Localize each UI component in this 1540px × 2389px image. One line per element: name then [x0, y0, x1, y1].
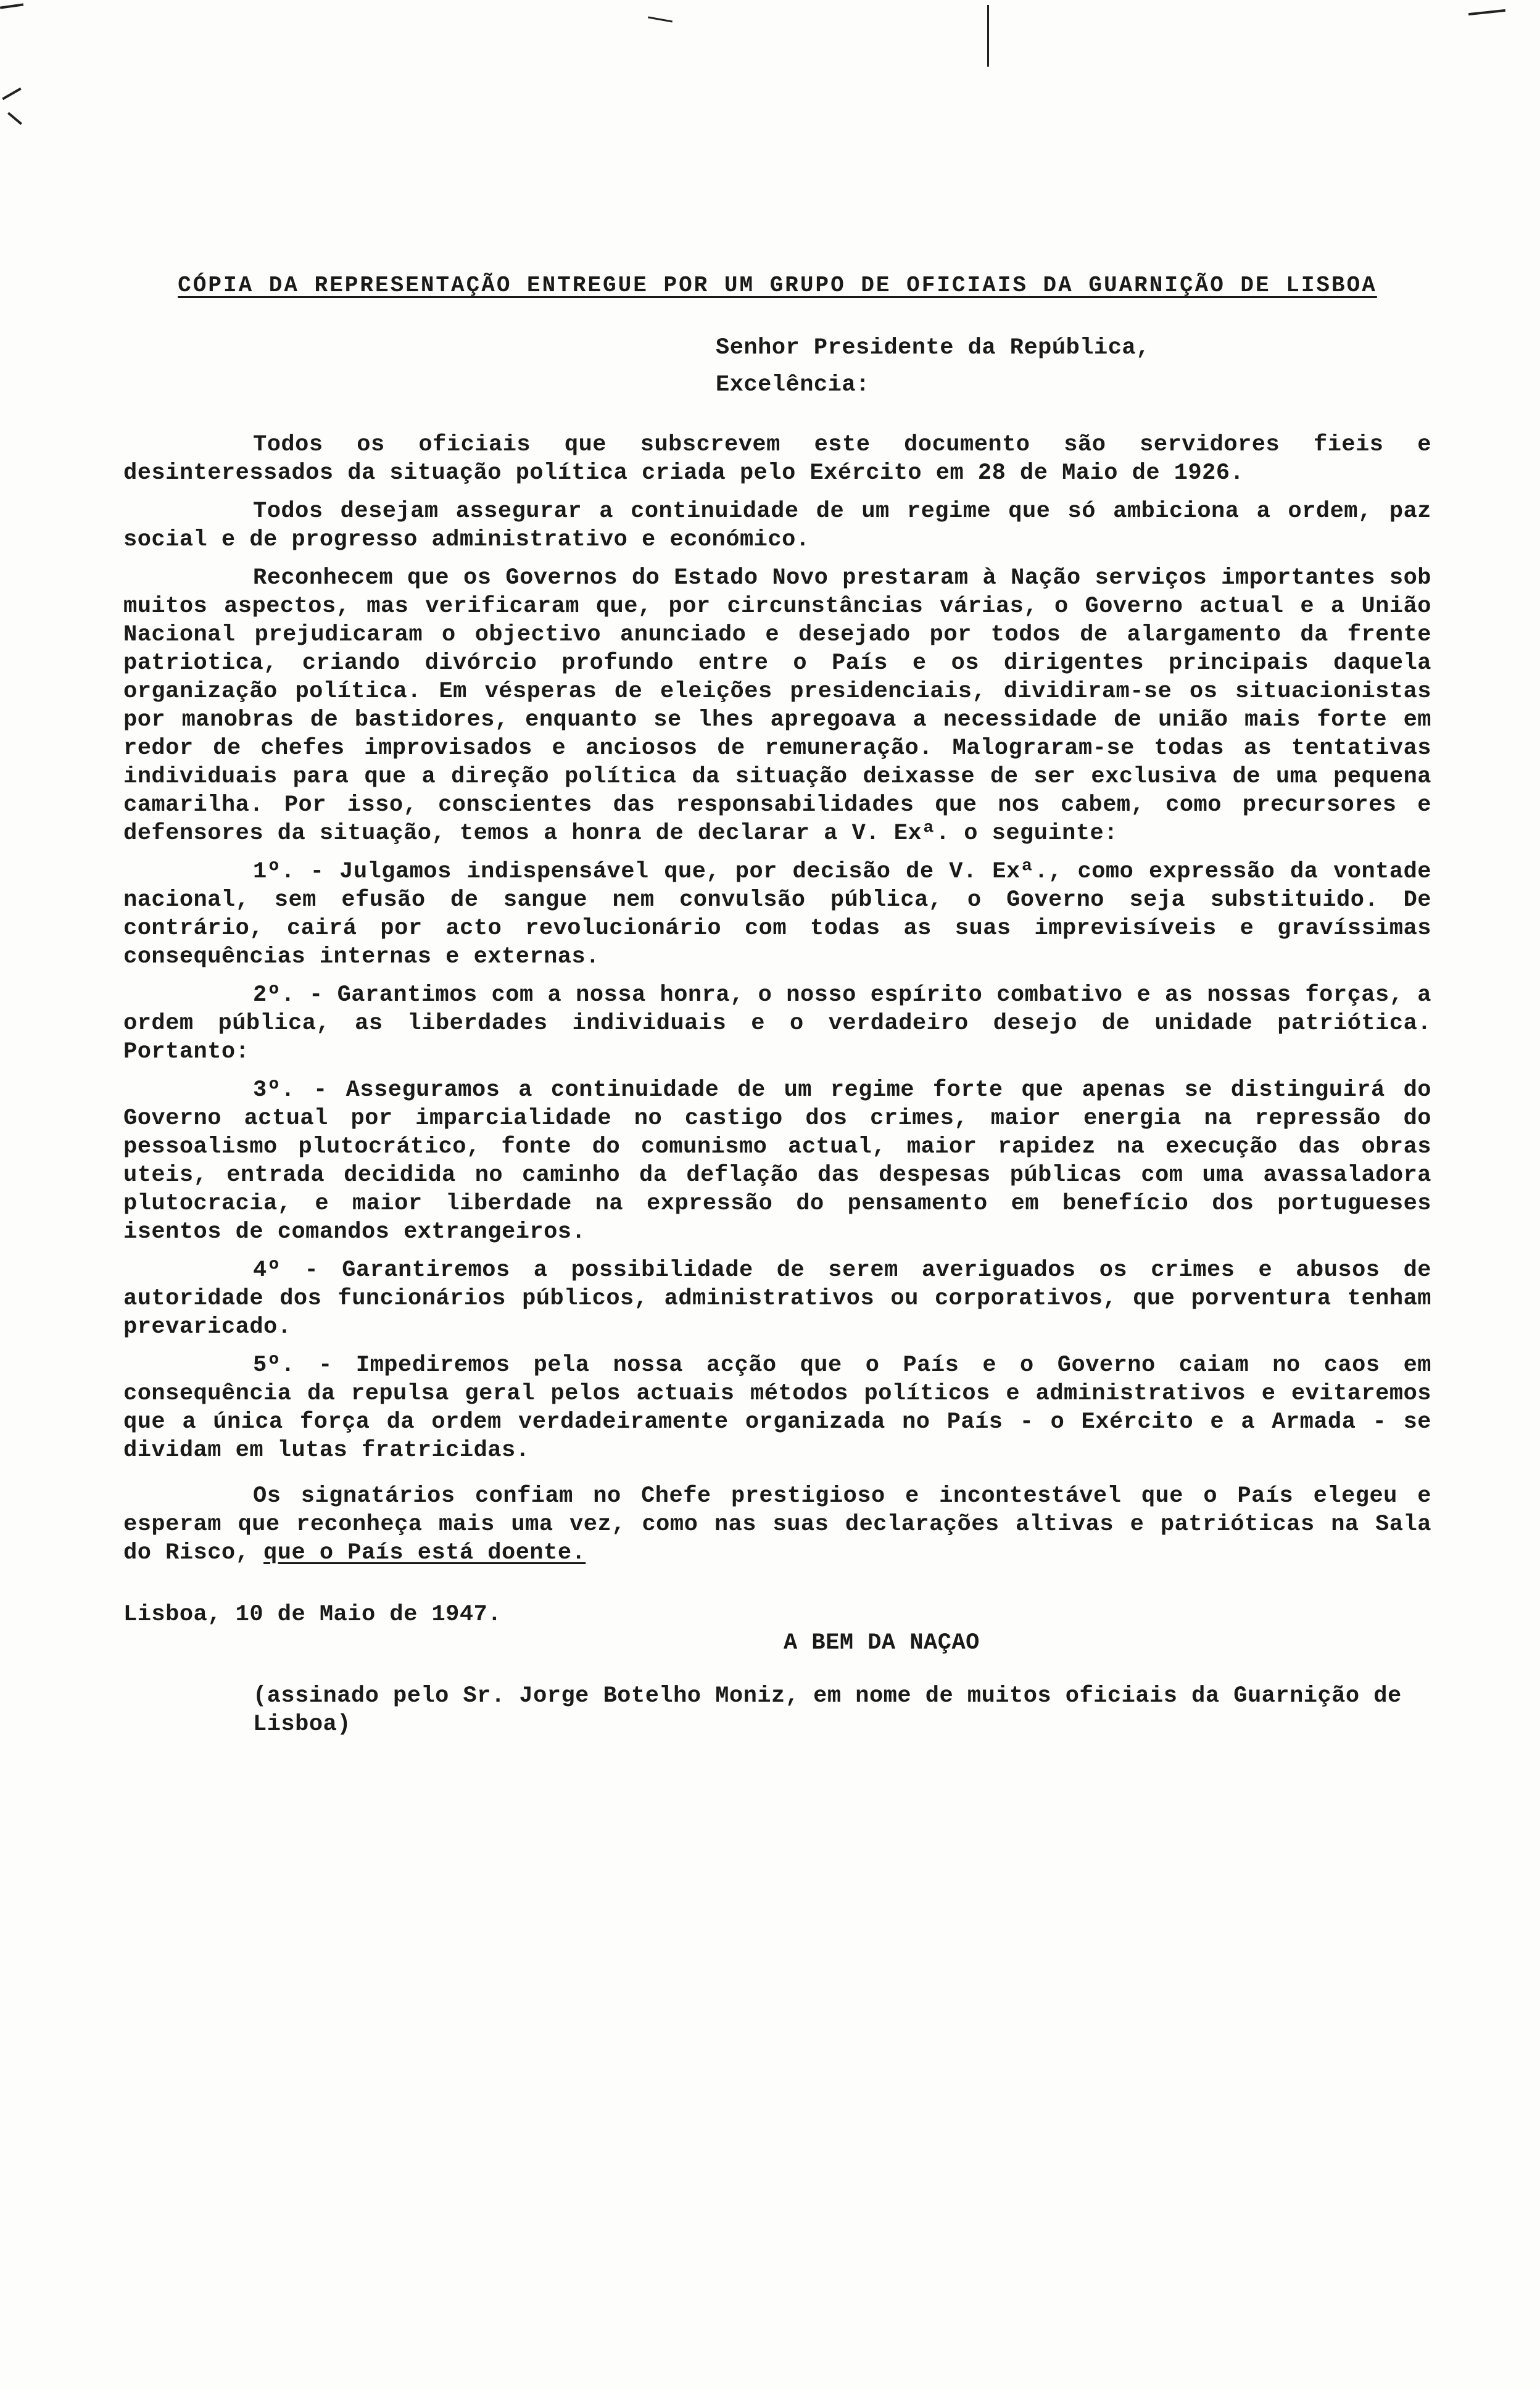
closing-text: Os signatários confiam no Chefe prestigioso e incontestável que o País elegeu e esperam que reconheça mais uma vez, como nas suas declarações altivas e patrióticas na Sala do Risco,: [123, 1483, 1431, 1566]
scan-artifact: [2, 88, 21, 100]
list-item-1: 1º. - Julgamos indispensável que, por decisão de V. Exª., como expressão da vontade nacional, sem efusão de sangue nem convulsão pública, o Governo seja substituido. De contrário, cairá por acto revolucionário com todas as suas imprevisíveis e gravíssimas consequências internas e externas.: [123, 859, 1431, 970]
motto: A BEM DA NAÇAO: [784, 1630, 980, 1656]
paragraph-2: Todos desejam assegurar a continuidade de um regime que só ambiciona a ordem, paz social e de progresso administrativo e económico.: [123, 499, 1431, 553]
scan-artifact: [648, 17, 673, 23]
list-item-5: 5º. - Impediremos pela nossa acção que o País e o Governo caiam no caos em consequência da repulsa geral pelos actuais métodos políticos e administrativos e evitaremos que a única força da ordem verdadeiramente organizada no País - o Exército e a Armada - se dividam em lutas fratricidas.: [123, 1352, 1431, 1464]
scan-artifact: [987, 5, 989, 67]
list-item-3: 3º. - Asseguramos a continuidade de um regime forte que apenas se distinguirá do Governo actual por imparcialidade no castigo dos crimes, maior energia na repressão do pessoalismo plutocrático, fonte do comunismo actual, maior rapidez na execução das obras uteis, entrada decidida no caminho da deflação das despesas públicas com uma avassaladora plutocracia, e maior liberdade na expressão do pensamento em benefício dos portugueses isentos de comandos extrangeiros.: [123, 1077, 1431, 1245]
scan-artifact: [0, 3, 23, 9]
document-title: CÓPIA DA REPRESENTAÇÃO ENTREGUE POR UM GRUPO DE OFICIAIS DA GUARNIÇÃO DE LISBOA: [178, 273, 1377, 298]
paragraph-1: Todos os oficiais que subscrevem este documento são servidores fieis e desinteressados da situação política criada pelo Exército em 28 de Maio de 1926.: [123, 432, 1431, 486]
list-item-4: 4º - Garantiremos a possibilidade de serem averiguados os crimes e abusos de autoridade dos funcionários públicos, administrativos ou corporativos, que porventura tenham prevaricado.: [123, 1257, 1431, 1340]
salutation-line-1: Senhor Presidente da República,: [716, 335, 1150, 361]
document-body: [123, 271, 1431, 1739]
scan-artifact: [7, 112, 22, 125]
closing-underlined-text: que o País está doente.: [263, 1540, 586, 1566]
scan-artifact: [1468, 9, 1505, 15]
signature-note: (assinado pelo Sr. Jorge Botelho Moniz, em nome de muitos oficiais da Guarnição de Lisboa): [253, 1683, 1402, 1737]
closing-paragraph: [123, 1482, 1431, 1567]
paragraph-3: Reconhecem que os Governos do Estado Novo prestaram à Nação serviços importantes sob muitos aspectos, mas verificaram que, por circunstâncias várias, o Governo actual e a União Nacional prejudicaram o objectivo anunciado e desejado por todos de alargamento da frente patriotica, criando divórcio profundo entre o País e os dirigentes principais daquela organização política. Em vésperas de eleições presidenciais, dividiram-se os situacionistas por manobras de bastidores, enquanto se lhes apregoava a necessidade de união mais forte em redor de chefes improvisados e anciosos de remuneração. Malograram-se todas as tentativas individuais para que a direção política da situação deixasse de ser exclusiva de uma pequena camarilha. Por isso, conscientes das responsabilidades que nos cabem, como precursores e defensores da situação, temos a honra de declarar a V. Exª. o seguinte:: [123, 565, 1431, 847]
salutation: [716, 329, 1431, 404]
date-line: [123, 1600, 1431, 1629]
list-item-2: 2º. - Garantimos com a nossa honra, o nosso espírito combativo e as nossas forças, a ordem pública, as liberdades individuais e o verdadeiro desejo de unidade patriótica. Portanto:: [123, 982, 1431, 1065]
date-place: Lisboa, 10 de Maio de 1947.: [123, 1602, 502, 1628]
salutation-line-2: Excelência:: [716, 372, 870, 398]
